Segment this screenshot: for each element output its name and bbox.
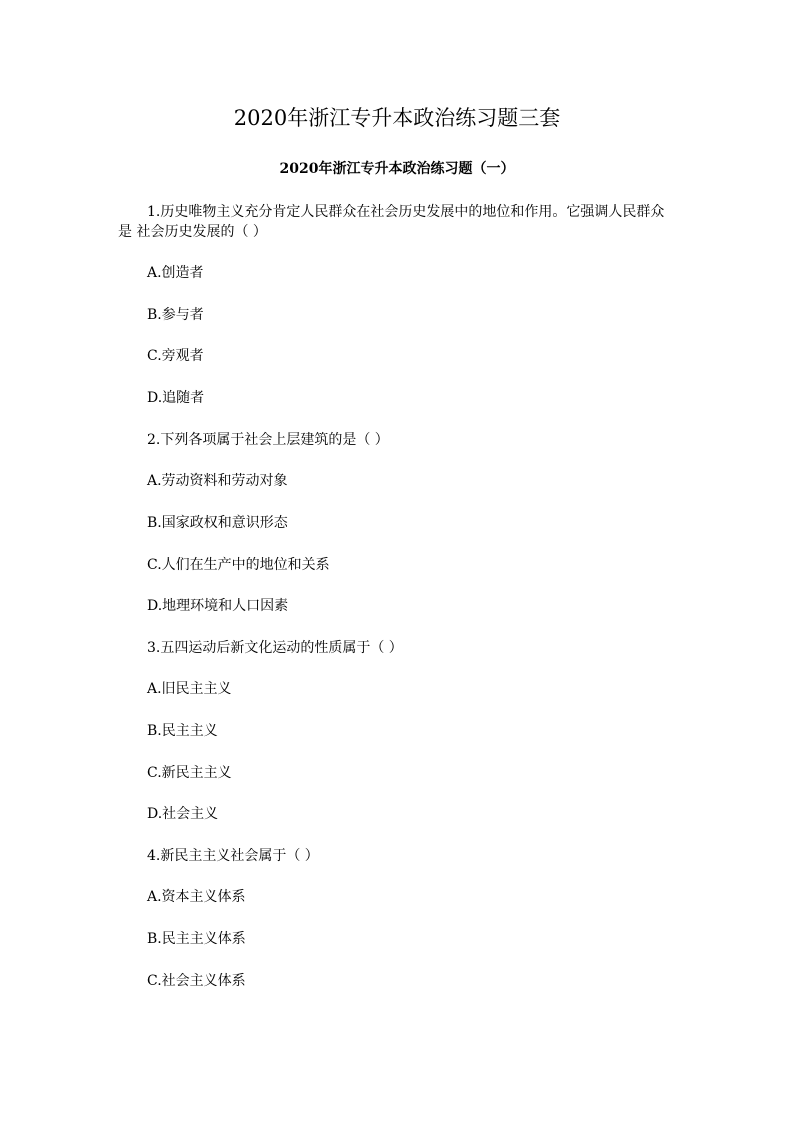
question-1-option-a: A.创造者 <box>147 265 204 281</box>
question-2-option-d: D.地理环境和人口因素 <box>147 598 289 614</box>
question-1-option-c: C.旁观者 <box>147 348 204 364</box>
question-2-option-b: B.国家政权和意识形态 <box>147 515 288 531</box>
question-4-option-b: B.民主主义体系 <box>147 931 246 947</box>
question-3-option-d: D.社会主义 <box>147 806 219 822</box>
question-3-option-a: A.旧民主主义 <box>147 681 232 697</box>
question-2-option-a: A.劳动资料和劳动对象 <box>147 473 288 489</box>
question-3-option-b: B.民主主义 <box>147 723 218 739</box>
question-stem-1: 1.历史唯物主义充分肯定人民群众在社会历史发展中的地位和作用。它强调人民群众是 社会历史发展的（ ） <box>118 204 665 240</box>
question-4-option-a: A.资本主义体系 <box>147 889 246 905</box>
question-2-option-c: C.人们在生产中的地位和关系 <box>147 557 330 573</box>
question-stem-3: 3.五四运动后新文化运动的性质属于（ ） <box>147 640 403 656</box>
question-stem-2: 2.下列各项属于社会上层建筑的是（ ） <box>147 432 389 448</box>
question-4-option-c: C.社会主义体系 <box>147 973 246 989</box>
question-1-option-b: B.参与者 <box>147 307 204 323</box>
question-stem-4: 4.新民主主义社会属于（ ） <box>147 848 319 864</box>
document-title: 2020年浙江专升本政治练习题三套 <box>233 106 561 130</box>
question-1-option-d: D.追随者 <box>147 390 205 406</box>
section-title: 2020年浙江专升本政治练习题（一） <box>279 161 515 177</box>
question-3-option-c: C.新民主主义 <box>147 765 232 781</box>
